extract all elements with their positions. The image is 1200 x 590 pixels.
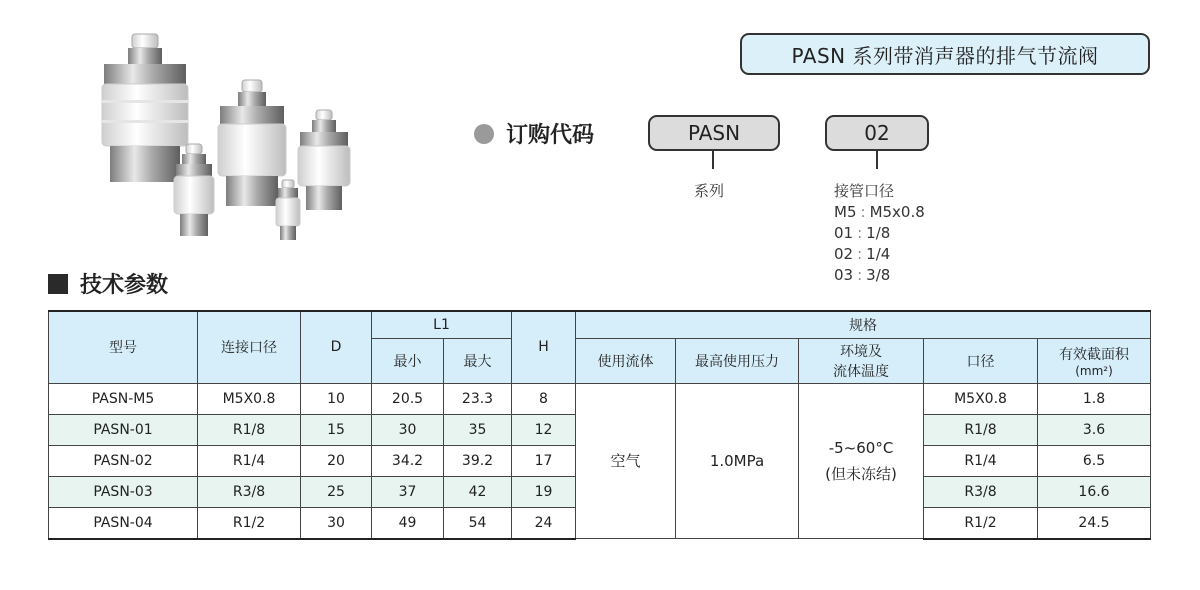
header-l1-min: 最小	[372, 338, 444, 383]
series-connector	[712, 151, 714, 169]
cell-l1-max: 54	[444, 507, 512, 539]
port-connector	[876, 151, 878, 169]
cell-l1-min: 37	[372, 476, 444, 507]
port-option: 01 : 1/8	[834, 224, 891, 242]
cell-h: 17	[512, 445, 576, 476]
cell-l1-max: 42	[444, 476, 512, 507]
square-bullet-icon	[48, 274, 68, 294]
cell-d: 25	[301, 476, 372, 507]
header-port: 连接口径	[198, 311, 301, 383]
cell-l1-max: 23.3	[444, 383, 512, 414]
cell-port: R3/8	[198, 476, 301, 507]
valve-tiny	[276, 180, 300, 240]
header-model: 型号	[49, 311, 198, 383]
cell-d: 20	[301, 445, 372, 476]
cell-diameter: R1/2	[924, 507, 1038, 539]
spec-table	[48, 310, 1151, 540]
cell-area: 6.5	[1038, 445, 1151, 476]
cell-h: 24	[512, 507, 576, 539]
cell-d: 10	[301, 383, 372, 414]
cell-l1-max: 35	[444, 414, 512, 445]
cell-diameter: R1/4	[924, 445, 1038, 476]
tech-params-heading-text: 技术参数	[80, 273, 169, 298]
port-option: M5 : M5x0.8	[834, 203, 925, 221]
port-label: 接管口径	[834, 182, 895, 200]
cell-h: 8	[512, 383, 576, 414]
cell-d: 15	[301, 414, 372, 445]
header-diameter: 口径	[924, 338, 1038, 383]
cell-area: 24.5	[1038, 507, 1151, 539]
cell-model: PASN-01	[49, 414, 198, 445]
port-code-box: 02	[825, 115, 929, 151]
series-code-box: PASN	[648, 115, 780, 151]
valve-large	[102, 34, 188, 182]
cell-h: 12	[512, 414, 576, 445]
cell-diameter: R3/8	[924, 476, 1038, 507]
cell-port: R1/4	[198, 445, 301, 476]
cell-area: 3.6	[1038, 414, 1151, 445]
cell-fluid: 空气	[576, 383, 676, 539]
header-d: D	[301, 311, 372, 383]
cell-diameter: M5X0.8	[924, 383, 1038, 414]
cell-model: PASN-04	[49, 507, 198, 539]
cell-l1-max: 39.2	[444, 445, 512, 476]
cell-h: 19	[512, 476, 576, 507]
header-effective-area: 有效截面积 (mm²)	[1038, 338, 1151, 383]
cell-port: M5X0.8	[198, 383, 301, 414]
cell-l1-min: 30	[372, 414, 444, 445]
header-l1-max: 最大	[444, 338, 512, 383]
valve-medium	[218, 80, 286, 206]
order-code-heading-text: 订购代码	[506, 123, 595, 148]
cell-diameter: R1/8	[924, 414, 1038, 445]
cell-env-temp: -5~60°C (但未冻结)	[799, 383, 924, 539]
header-l1: L1	[372, 311, 512, 338]
cell-area: 16.6	[1038, 476, 1151, 507]
table-row	[49, 383, 1151, 414]
series-label: 系列	[694, 182, 725, 200]
valve-small	[298, 110, 350, 210]
cell-max-pressure: 1.0MPa	[676, 383, 799, 539]
cell-area: 1.8	[1038, 383, 1151, 414]
header-h: H	[512, 311, 576, 383]
cell-l1-min: 34.2	[372, 445, 444, 476]
header-fluid: 使用流体	[576, 338, 676, 383]
cell-d: 30	[301, 507, 372, 539]
cell-port: R1/2	[198, 507, 301, 539]
page-title: PASN 系列带消声器的排气节流阀	[740, 33, 1150, 75]
cell-port: R1/8	[198, 414, 301, 445]
cell-model: PASN-M5	[49, 383, 198, 414]
tech-params-heading	[48, 268, 168, 299]
cell-model: PASN-02	[49, 445, 198, 476]
bullet-dot-icon	[474, 124, 494, 144]
header-env-temp: 环境及 流体温度	[799, 338, 924, 383]
product-photo	[70, 20, 390, 260]
header-spec: 规格	[576, 311, 1151, 338]
order-code-heading	[474, 118, 594, 149]
port-options	[834, 181, 925, 286]
header-max-pressure: 最高使用压力	[676, 338, 799, 383]
cell-l1-min: 49	[372, 507, 444, 539]
port-option: 02 : 1/4	[834, 245, 891, 263]
port-option: 03 : 3/8	[834, 266, 891, 284]
cell-l1-min: 20.5	[372, 383, 444, 414]
cell-model: PASN-03	[49, 476, 198, 507]
